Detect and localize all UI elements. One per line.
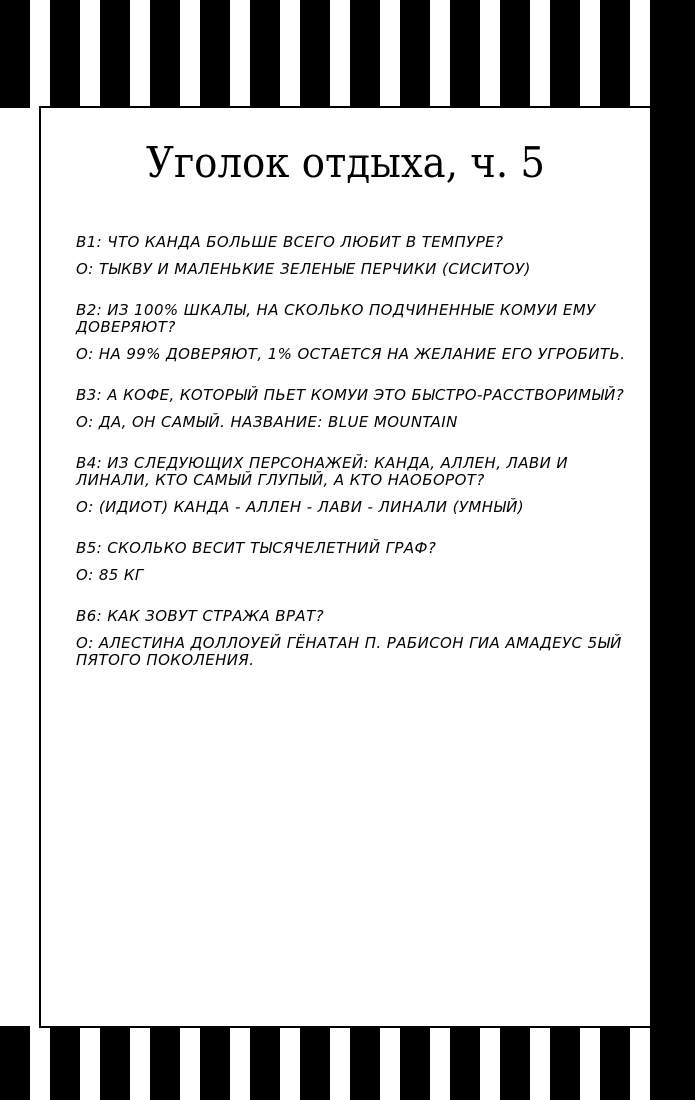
qa-item-3 (76, 387, 636, 431)
qa-item-5 (76, 540, 636, 584)
question-text: В5: СКОЛЬКО ВЕСИТ ТЫСЯЧЕЛЕТНИЙ ГРАФ? (76, 539, 437, 557)
qa-list (76, 234, 636, 693)
qa-item-4 (76, 455, 636, 516)
question-text: В4: ИЗ СЛЕДУЮЩИХ ПЕРСОНАЖЕЙ: КАНДА, АЛЛЕН, ЛАВИ И ЛИНАЛИ, КТО САМЫЙ ГЛУПЫЙ, А КТО НАОБОРОТ? (76, 454, 568, 489)
question-text: В2: ИЗ 100% ШКАЛЫ, НА СКОЛЬКО ПОДЧИНЕННЫЕ КОМУИ ЕМУ ДОВЕРЯЮТ? (76, 301, 596, 336)
right-black-bar (652, 0, 695, 1100)
qa-item-6 (76, 608, 636, 669)
bottom-stripe-border (0, 1026, 695, 1100)
answer-text: О: (ИДИОТ) КАНДА - АЛЛЕН - ЛАВИ - ЛИНАЛИ (УМНЫЙ) (76, 498, 524, 516)
question-text: В6: КАК ЗОВУТ СТРАЖА ВРАТ? (76, 607, 325, 625)
answer-text: О: АЛЕСТИНА ДОЛЛОУЕЙ ГЁНАТАН П. РАБИСОН ГИА АМАДЕУС 5ЫЙ ПЯТОГО ПОКОЛЕНИЯ. (76, 634, 622, 669)
content-panel (39, 106, 652, 1028)
page-title: Уголок отдыха, ч. 5 (146, 138, 545, 187)
question-text: В3: А КОФЕ, КОТОРЫЙ ПЬЕТ КОМУИ ЭТО БЫСТРО-РАССТВОРИМЫЙ? (76, 386, 625, 404)
question-text: В1: ЧТО КАНДА БОЛЬШЕ ВСЕГО ЛЮБИТ В ТЕМПУРЕ? (76, 233, 504, 251)
answer-text: О: ТЫКВУ И МАЛЕНЬКИЕ ЗЕЛЕНЫЕ ПЕРЧИКИ (СИСИТОУ) (76, 260, 531, 278)
qa-item-1 (76, 234, 636, 278)
answer-text: О: НА 99% ДОВЕРЯЮТ, 1% ОСТАЕТСЯ НА ЖЕЛАНИЕ ЕГО УГРОБИТЬ. (76, 345, 626, 363)
answer-text: О: ДА, ОН САМЫЙ. НАЗВАНИЕ: BLUE MOUNTAIN (76, 413, 458, 431)
qa-item-2 (76, 302, 636, 363)
answer-text: О: 85 КГ (76, 566, 144, 584)
top-stripe-border (0, 0, 695, 108)
